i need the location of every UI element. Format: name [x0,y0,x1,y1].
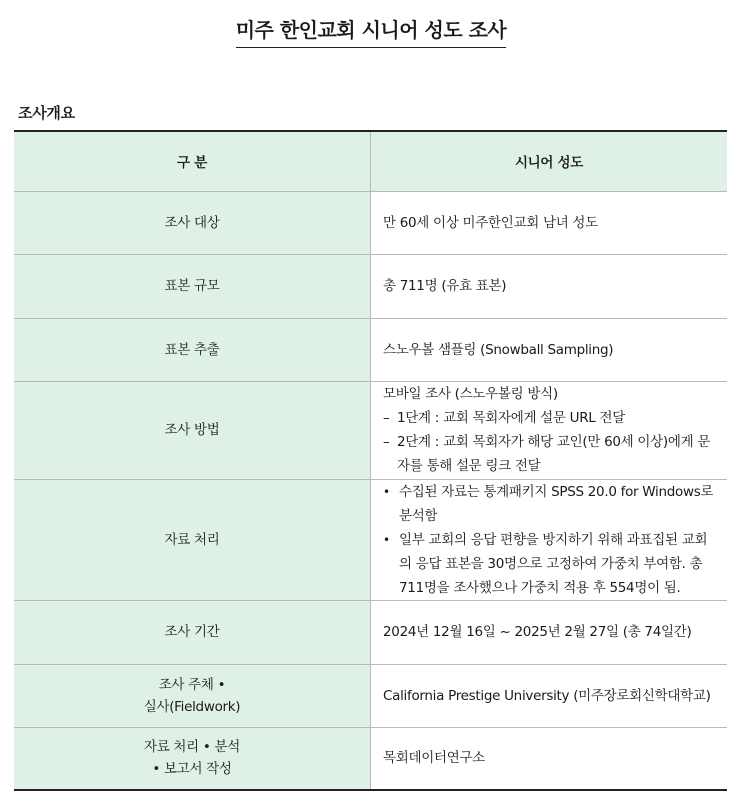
header-value: 시니어 성도 [371,131,728,191]
method-intro: 모바일 조사 (스노우볼링 방식) [383,386,558,402]
row-label-method: 조사 방법 [14,381,371,479]
row-method [14,381,727,479]
dash-marker: – [383,410,390,426]
row-label-period: 조사 기간 [14,600,371,664]
row-value-sample-size: 총 711명 (유효 표본) [371,254,728,318]
row-value-method [371,381,728,479]
row-processing [14,479,727,600]
row-value-analysis: 목회데이터연구소 [383,750,485,767]
header-label: 구 분 [14,131,371,191]
analysis-label-line-1: 자료 처리 • 분석 [143,739,241,756]
method-step-2 [383,430,715,478]
processing-bullet-1 [383,480,715,528]
row-value-sampling: 스노우볼 샘플링 (Snowball Sampling) [371,318,728,381]
survey-overview-table [14,130,727,791]
method-step-1 [383,406,715,430]
row-value-fieldwork: California Prestige University (미주장로회신학대학교) [371,664,728,727]
bullet-marker: • [383,484,390,499]
row-fieldwork [14,664,727,727]
method-step-1-text: 1단계 : 교회 목회자에게 설문 URL 전달 [397,410,626,426]
processing-bullet-2-text: 일부 교회의 응답 편향을 방지하기 위해 과표집된 교회의 응답 표본을 30명으로 고정하여 가중치 부여함. 총 711명을 조사했으나 가중치 적용 후 554명이 됨. [399,531,708,596]
section-heading: 조사개요 [18,104,75,122]
row-value-period: 2024년 12월 16일 ~ 2025년 2월 27일 (총 74일간) [371,600,728,664]
page-title: 미주 한인교회 시니어 성도 조사 [236,14,507,48]
row-analysis [14,727,727,790]
row-target [14,191,727,254]
dash-marker: – [383,434,390,450]
title-wrap [0,14,742,48]
processing-bullet-1-text: 수집된 자료는 통계패키지 SPSS 20.0 for Windows로 분석함 [399,483,714,524]
row-value-target: 만 60세 이상 미주한인교회 남녀 성도 [371,191,728,254]
row-label-processing: 자료 처리 [14,479,371,600]
method-step-2-text: 2단계 : 교회 목회자가 해당 교인(만 60세 이상)에게 문자를 통해 설문 링크 전달 [397,434,711,474]
row-label-sampling: 표본 추출 [14,318,371,381]
fieldwork-label-line-2: 실사(Fieldwork) [143,698,241,715]
row-label-fieldwork [14,664,371,727]
row-value-processing [371,479,728,600]
row-label-analysis [14,727,371,790]
row-label-target: 조사 대상 [14,191,371,254]
row-label-sample-size: 표본 규모 [14,254,371,318]
processing-bullet-2 [383,528,715,600]
row-sampling [14,318,727,381]
table-header-row [14,131,727,191]
row-period [14,600,727,664]
row-sample-size [14,254,727,318]
analysis-label-line-2: • 보고서 작성 [152,761,232,778]
fieldwork-label-line-1: 조사 주체 • [158,676,226,693]
bullet-marker: • [383,532,390,547]
